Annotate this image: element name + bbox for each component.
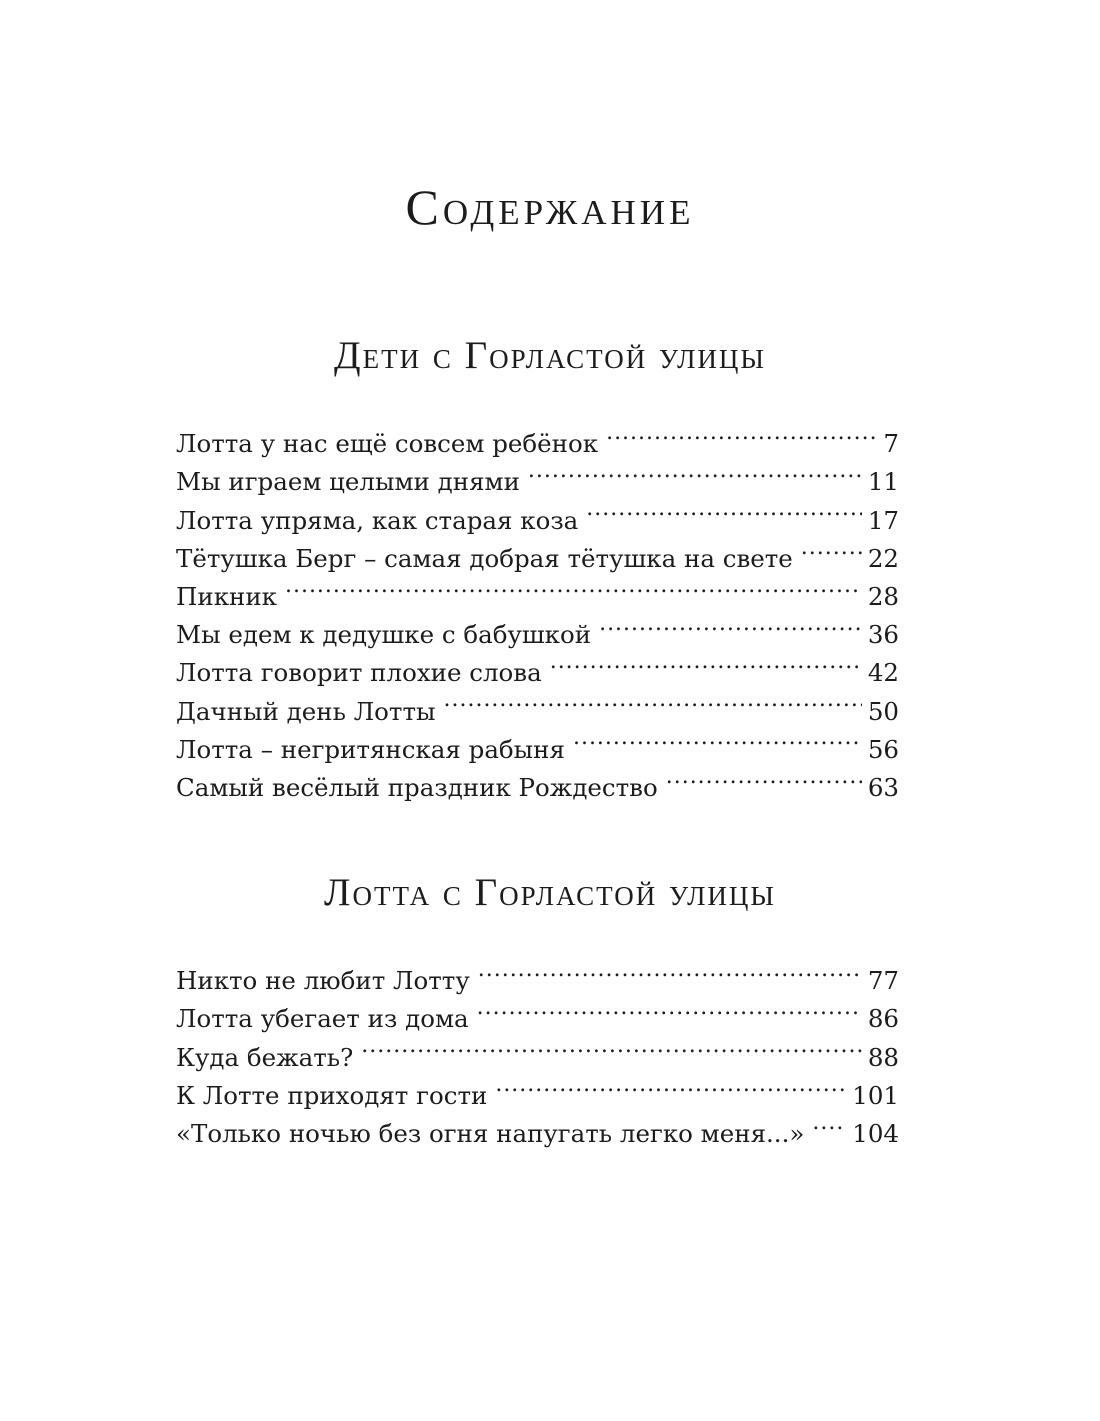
toc-entry-title: Тётушка Берг – самая добрая тётушка на свете: [176, 543, 793, 573]
toc-entry-title: Самый весёлый праздник Рождество: [176, 772, 658, 802]
dot-leader: [801, 529, 862, 567]
toc-entry-page: 50: [867, 696, 899, 726]
toc-entry-title: Мы играем целыми днями: [176, 467, 520, 497]
page-title: Содержание: [405, 179, 695, 235]
toc-entry-page: 56: [867, 734, 899, 764]
toc-list: [176, 951, 899, 1148]
toc-entry-page: 101: [852, 1080, 899, 1110]
toc-entry-title: Куда бежать?: [176, 1042, 354, 1072]
dot-leader: [495, 1066, 846, 1104]
toc-entry[interactable]: [176, 951, 899, 996]
dot-leader: [444, 681, 862, 719]
section-title: Дети с Горластой улицы: [334, 334, 766, 377]
toc-list: [176, 414, 899, 802]
dot-leader: [550, 643, 862, 681]
toc-entry-page: 36: [867, 620, 899, 650]
toc-entry-title: Дачный день Лотты: [176, 696, 436, 726]
toc-entry-title: «Только ночью без огня напугать легко меня...»: [176, 1118, 805, 1148]
dot-leader: [599, 605, 862, 643]
toc-entry-page: 11: [867, 467, 899, 497]
toc-entry-page: 22: [867, 543, 899, 573]
toc-entry-page: 17: [867, 505, 899, 535]
toc-entry-page: 104: [852, 1118, 899, 1148]
toc-entry-title: Лотта упряма, как старая коза: [176, 505, 579, 535]
dot-leader: [478, 951, 862, 989]
toc-entry-title: Лотта – негритянская рабыня: [176, 734, 565, 764]
dot-leader: [586, 490, 862, 528]
toc-entry-page: 42: [867, 658, 899, 688]
dot-leader: [573, 720, 862, 758]
toc-entry[interactable]: [176, 567, 899, 611]
toc-entry-title: Лотта убегает из дома: [176, 1004, 469, 1034]
dot-leader: [812, 1104, 846, 1142]
toc-entry-page: 63: [867, 772, 899, 802]
toc-entry[interactable]: [176, 605, 899, 650]
dot-leader: [606, 414, 877, 452]
section-title: Лотта с Горластой улицы: [324, 871, 776, 914]
dot-leader: [361, 1027, 862, 1065]
toc-entry-page: 86: [867, 1004, 899, 1034]
dot-leader: [285, 567, 862, 605]
dot-leader: [666, 758, 862, 796]
toc-entry-title: Лотта говорит плохие слова: [176, 658, 542, 688]
toc-entry-title: К Лотте приходят гости: [176, 1080, 488, 1110]
toc-entry-title: Никто не любит Лотту: [176, 966, 470, 996]
toc-entry[interactable]: [176, 414, 899, 459]
toc-entry-page: 88: [867, 1042, 899, 1072]
dot-leader: [477, 989, 862, 1027]
toc-entry-page: 28: [867, 581, 899, 611]
dot-leader: [528, 452, 862, 490]
toc-entry-title: Пикник: [176, 581, 277, 611]
toc-entry-page: 7: [883, 429, 899, 459]
toc-entry-page: 77: [867, 966, 899, 996]
toc-entry-title: Лотта у нас ещё совсем ребёнок: [176, 429, 599, 459]
toc-entry-title: Мы едем к дедушке с бабушкой: [176, 620, 592, 650]
